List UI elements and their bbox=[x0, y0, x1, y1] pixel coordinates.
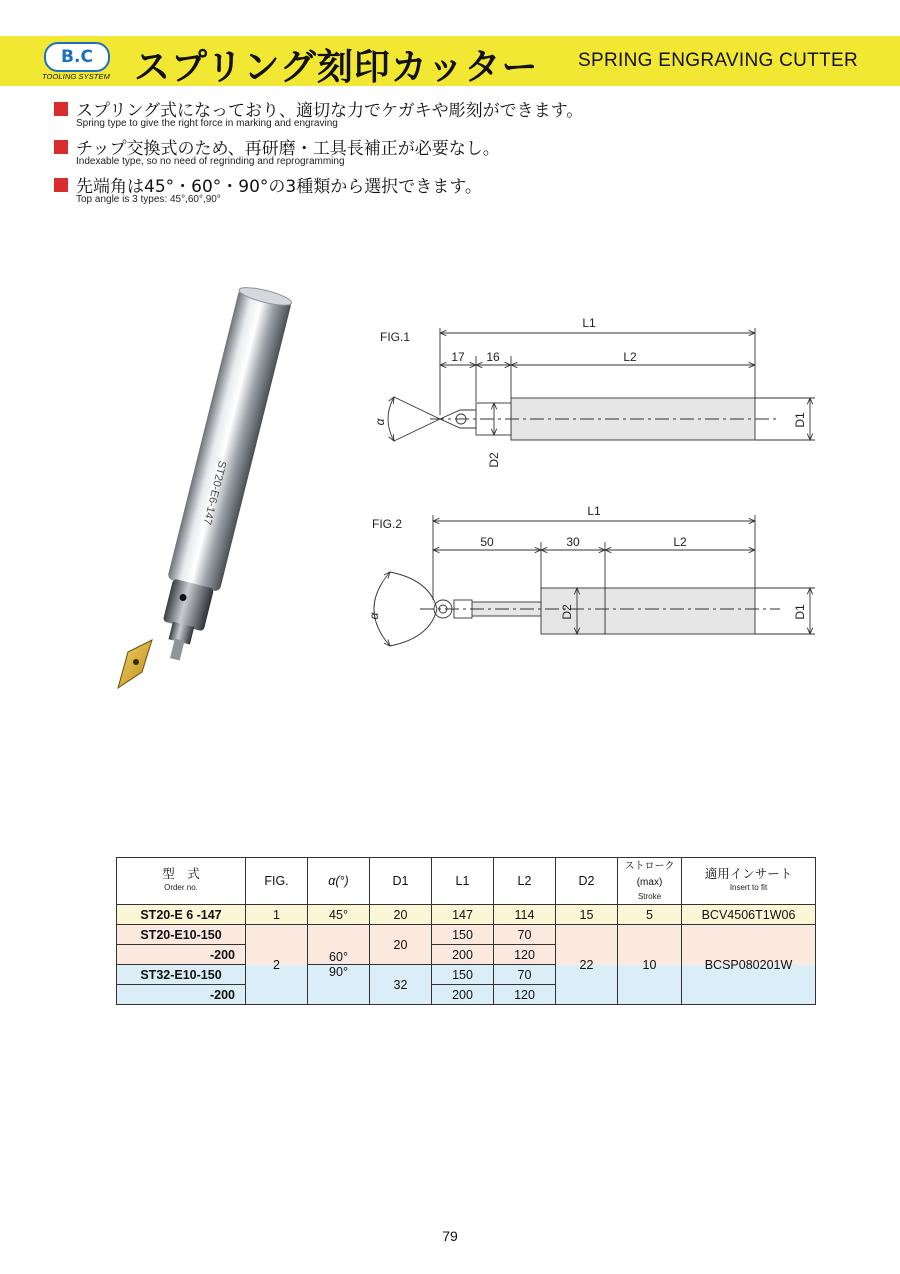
fig1-dim-a: 17 bbox=[451, 350, 465, 364]
col-fig: FIG. bbox=[246, 858, 308, 905]
table-row: ST20-E 6 -147 1 45° 20 147 114 15 5 BCV4506T1W06 bbox=[117, 905, 816, 925]
bullet-square-icon bbox=[54, 102, 68, 116]
table-header-row bbox=[117, 858, 816, 905]
fig1-label: FIG.1 bbox=[380, 330, 411, 344]
col-order: 型 式 Order no. bbox=[117, 858, 246, 905]
fig2-L2: L2 bbox=[673, 535, 687, 549]
fig2-D2: D2 bbox=[560, 604, 574, 620]
col-l2: L2 bbox=[494, 858, 556, 905]
col-d2: D2 bbox=[556, 858, 618, 905]
product-marking: ST20-E6-147 bbox=[200, 459, 229, 526]
logo-mark: B.C bbox=[44, 42, 110, 72]
bc-logo bbox=[42, 40, 110, 84]
bullet-square-icon bbox=[54, 140, 68, 154]
shank-body bbox=[167, 288, 292, 592]
table-row: -200 200 120 bbox=[117, 985, 816, 1005]
col-insert: 適用インサート Insert to fit bbox=[682, 858, 816, 905]
logo-subtitle: TOOLING SYSTEM bbox=[42, 72, 110, 81]
technical-drawings bbox=[360, 310, 830, 690]
fig2-L1: L1 bbox=[587, 504, 601, 518]
fig2-dim-a: 50 bbox=[480, 535, 494, 549]
col-stroke: ストローク(max) Stroke bbox=[618, 858, 682, 905]
page-title-jp: スプリング刻印カッター bbox=[134, 47, 539, 88]
spec-table bbox=[116, 857, 816, 1005]
feature-jp: スプリング式になっており、適切な力でケガキや彫刻ができます。 bbox=[76, 101, 584, 121]
fig2-alpha: α bbox=[367, 612, 381, 620]
table-row: -200 200 120 bbox=[117, 945, 816, 965]
feature-en: Indexable type, so no need of regrinding and reprogramming bbox=[76, 156, 345, 167]
bullet-square-icon bbox=[54, 178, 68, 192]
feature-jp: 先端角は45°・60°・90°の3種類から選択できます。 bbox=[76, 177, 482, 197]
page-number: 79 bbox=[442, 1228, 458, 1244]
fig1-alpha: α bbox=[373, 418, 387, 426]
page-title-en: SPRING ENGRAVING CUTTER bbox=[578, 50, 858, 71]
feature-jp: チップ交換式のため、再研磨・工具長補正が必要なし。 bbox=[76, 139, 500, 159]
fig1-D2: D2 bbox=[487, 452, 501, 468]
feature-en: Top angle is 3 types: 45°,60°,90° bbox=[76, 194, 221, 205]
fig2-D1: D1 bbox=[793, 604, 807, 620]
product-photo bbox=[100, 280, 330, 700]
feature-en: Spring type to give the right force in marking and engraving bbox=[76, 118, 338, 129]
table-row: ST32-E10-150 90° 32 150 70 bbox=[117, 965, 816, 985]
fig2-dim-b: 30 bbox=[566, 535, 580, 549]
fig1-L2: L2 bbox=[623, 350, 637, 364]
fig2-label: FIG.2 bbox=[372, 517, 403, 531]
fig1-L1: L1 bbox=[582, 316, 596, 330]
fig1-dim-b: 16 bbox=[486, 350, 500, 364]
col-alpha: α(°) bbox=[308, 858, 370, 905]
fig1-D1: D1 bbox=[793, 412, 807, 428]
col-d1: D1 bbox=[370, 858, 432, 905]
table-row: ST20-E10-150 2 60° 20 150 70 22 10 BCSP080201W bbox=[117, 925, 816, 945]
col-l1: L1 bbox=[432, 858, 494, 905]
